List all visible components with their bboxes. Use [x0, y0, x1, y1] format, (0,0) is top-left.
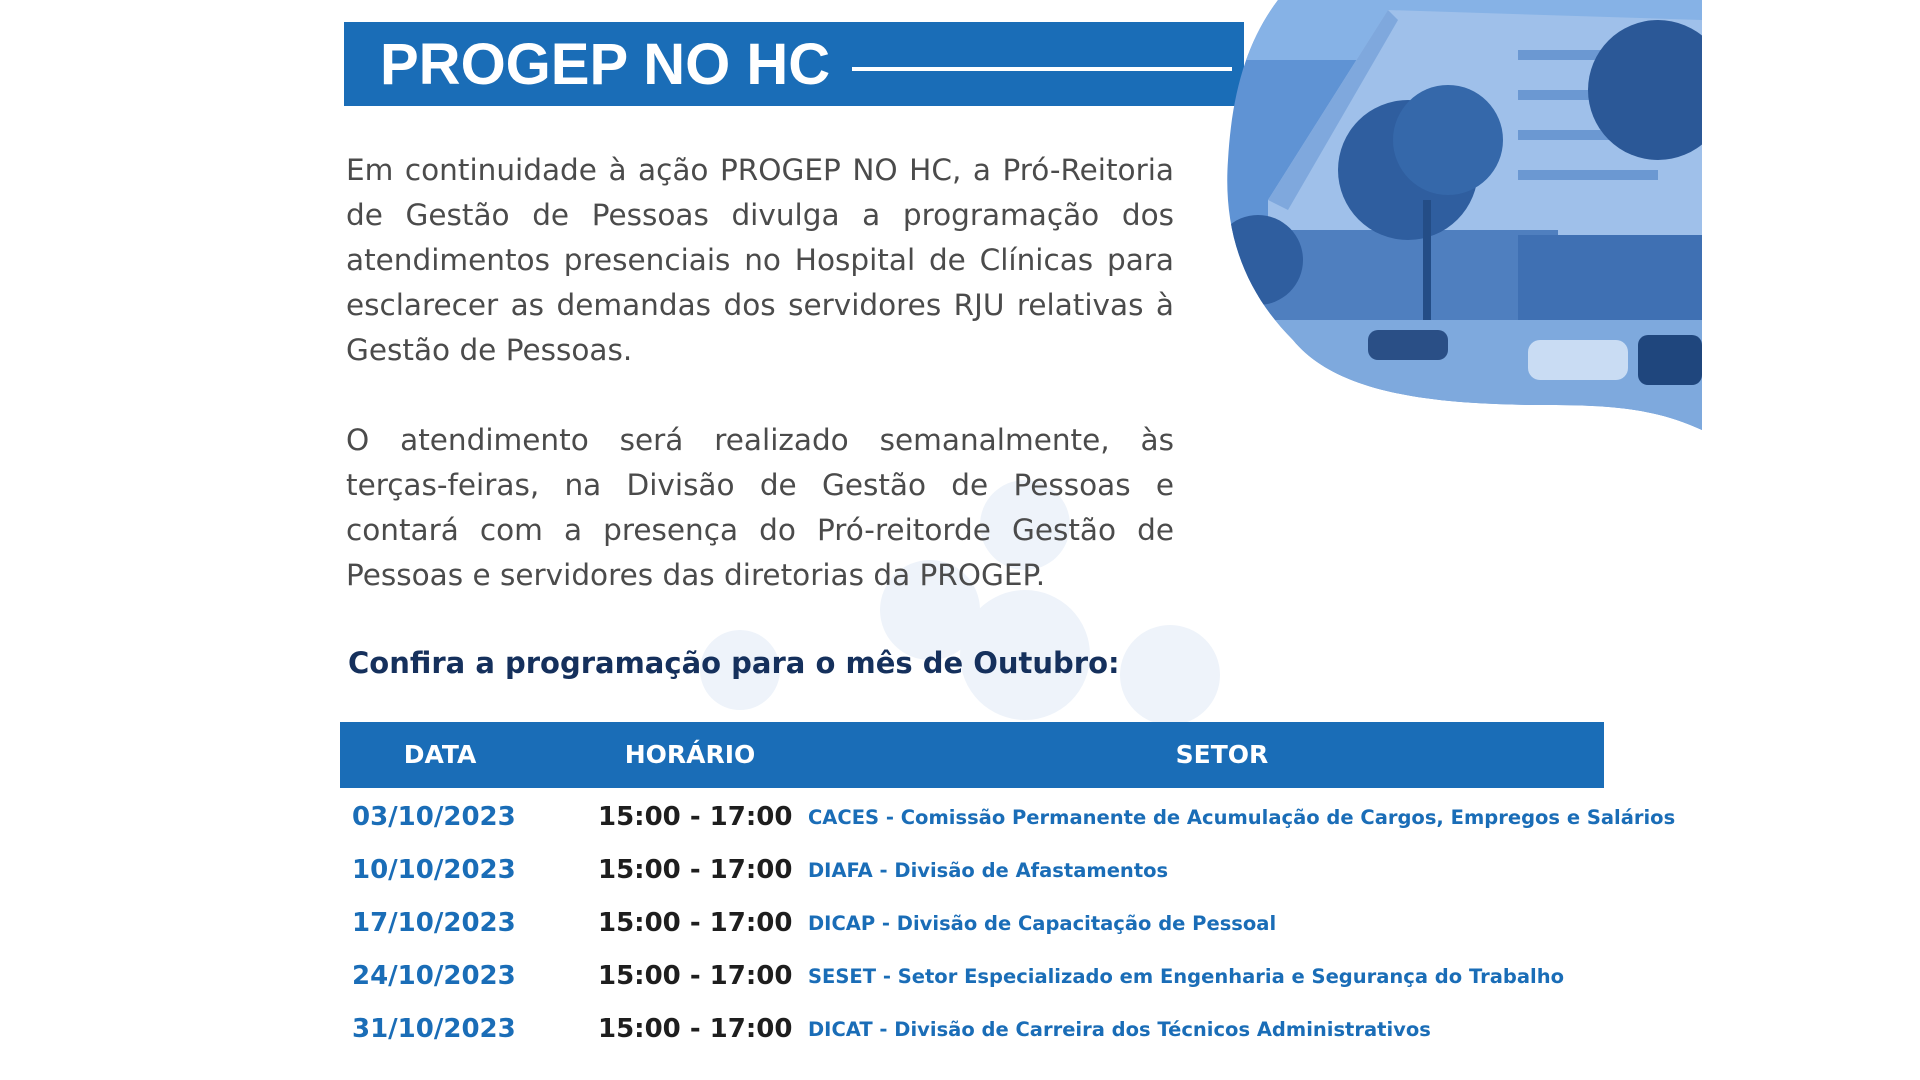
hospital-photo: [1218, 0, 1702, 430]
table-row: [340, 897, 1604, 950]
row-time: 15:00 - 17:00: [598, 961, 793, 991]
table-header: [340, 722, 1604, 788]
table-row: [340, 791, 1676, 844]
title-underline: [852, 67, 1232, 71]
row-setor: DICAP - Divisão de Capacitação de Pessoal: [808, 912, 1277, 935]
row-date: 17/10/2023: [352, 908, 516, 938]
page-title: PROGEP NO HC: [380, 32, 831, 97]
table-row: [340, 950, 1604, 1003]
row-time: 15:00 - 17:00: [598, 908, 793, 938]
schedule-paragraph: O atendimento será realizado semanalmente, às terças-feiras, na Divisão de Gestão de Pessoas e contará com a presença do Pró-reitorde Gestão de Pessoas e servidores das diretorias da PROGEP.: [346, 423, 1174, 592]
intro-paragraph: Em continuidade à ação PROGEP NO HC, a Pró-Reitoria de Gestão de Pessoas divulga a programação dos atendimentos presenciais no Hospital de Clínicas para esclarecer as demandas dos servidores RJU relativas à Gestão de Pessoas.: [346, 153, 1174, 367]
table-row: [340, 1003, 1604, 1056]
column-header-horario: HORÁRIO: [624, 740, 756, 769]
row-date: 31/10/2023: [352, 1014, 516, 1044]
row-time: 15:00 - 17:00: [598, 1014, 793, 1044]
row-date: 24/10/2023: [352, 961, 516, 991]
row-time: 15:00 - 17:00: [598, 855, 793, 885]
table-row: [340, 844, 1604, 897]
schedule-heading: Confira a programação para o mês de Outubro:: [348, 646, 1120, 680]
row-setor: DIAFA - Divisão de Afastamentos: [808, 859, 1169, 882]
row-setor: DICAT - Divisão de Carreira dos Técnicos Administrativos: [808, 1018, 1431, 1041]
column-header-data: DATA: [403, 740, 477, 769]
column-header-setor: SETOR: [1175, 740, 1269, 769]
background-decoration: [1120, 625, 1220, 725]
row-setor: SESET - Setor Especializado em Engenharia e Segurança do Trabalho: [808, 965, 1564, 988]
row-setor: CACES - Comissão Permanente de Acumulação de Cargos, Empregos e Salários: [808, 806, 1676, 829]
row-date: 10/10/2023: [352, 855, 516, 885]
row-time: 15:00 - 17:00: [598, 802, 793, 832]
row-date: 03/10/2023: [352, 802, 516, 832]
